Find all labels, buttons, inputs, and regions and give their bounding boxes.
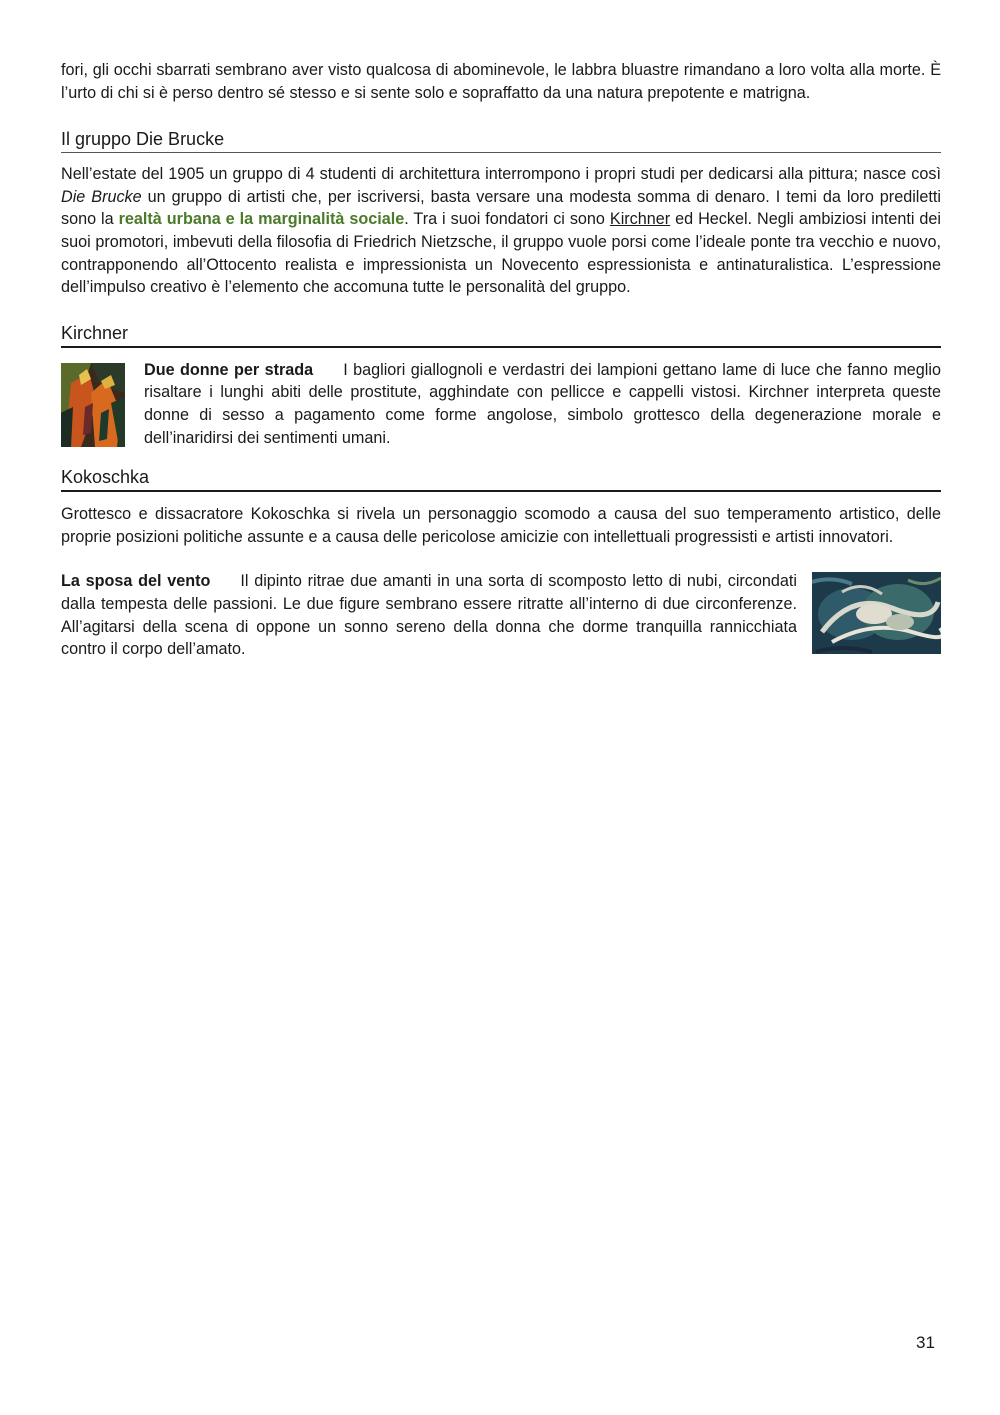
kirchner-work-title: Due donne per strada	[144, 360, 314, 379]
page-number: 31	[916, 1333, 935, 1352]
brucke-text-1: Nell’estate del 1905 un gruppo di 4 studenti di architettura interrompono i propri studi per dedicarsi alla pittura; nasce così	[61, 165, 941, 184]
heading-die-brucke: Il gruppo Die Brucke	[61, 128, 941, 153]
kokoschka-intro-paragraph: Grottesco e dissacratore Kokoschka si rivela un personaggio scomodo a causa del suo temperamento artistico, delle proprie posizioni politiche assunte e a causa delle pericolose amicizie con intellettuali progressisti e artisti innovatori.	[61, 505, 941, 546]
kirchner-paragraph	[144, 359, 941, 449]
brucke-paragraph	[61, 163, 941, 299]
heading-kokoschka: Kokoschka	[61, 466, 941, 492]
kokoschka-painting-image	[812, 572, 941, 654]
kirchner-text: I bagliori giallognoli e verdastri dei lampioni gettano lame di luce che fanno meglio risaltare i lunghi abiti delle prostitute, agghindate con pellicce e cappelli vistosi. Kirchner interpreta queste donne di sesso a pagamento come forme angolose, simbolo grottesco della degenerazione morale e dell’inaridirsi dei sentimenti umani.	[144, 360, 942, 447]
kokoschka-text: Il dipinto ritrae due amanti in una sorta di scomposto letto di nubi, circondati dalla tempesta delle passioni. Le due figure sembrano essere ritratte all’interno di due circonferenze. All’agitarsi della scena di oppone un sonno sereno della donna che dorme tranquilla rannicchiata contro il corpo dell’amato.	[61, 572, 798, 659]
kirchner-painting-image	[61, 363, 125, 447]
intro-paragraph: fori, gli occhi sbarrati sembrano aver visto qualcosa di abominevole, le labbra bluastre rimandano a loro volta alla morte. È l’urto di chi si è perso dentro sé stesso e si sente solo e sopraffatto da una natura prepotente e matrigna.	[61, 61, 941, 102]
brucke-text-4: ed Heckel. Negli ambiziosi intenti dei suoi promotori, imbevuti della filosofia di Friedrich Nietzsche, il gruppo vuole porsi come l’ideale ponte tra vecchio e nuovo, contrapponendo all’Ottocento realista e impressionista un Novecento espressionista e antinaturalistica. L’espressione dell’impulso creativo è l’elemento che accomuna tutte le personalità del gruppo.	[61, 210, 941, 297]
heading-kirchner: Kirchner	[61, 322, 941, 348]
brucke-highlight: realtà urbana e la marginalità sociale	[118, 210, 405, 229]
kokoschka-block	[61, 570, 941, 660]
brucke-text-3: . Tra i suoi fondatori ci sono	[404, 210, 610, 229]
kirchner-block	[61, 359, 941, 449]
kokoschka-work-title: La sposa del vento	[61, 572, 211, 591]
kokoschka-paragraph	[61, 570, 797, 660]
kirchner-link[interactable]: Kirchner	[609, 210, 671, 229]
brucke-italic-name: Die Brucke	[61, 187, 142, 206]
document-page	[61, 59, 941, 661]
brucke-text-2: un gruppo di artisti che, per iscriversi, basta versare una modesta somma di denaro. I temi da loro prediletti sono la	[61, 187, 941, 229]
